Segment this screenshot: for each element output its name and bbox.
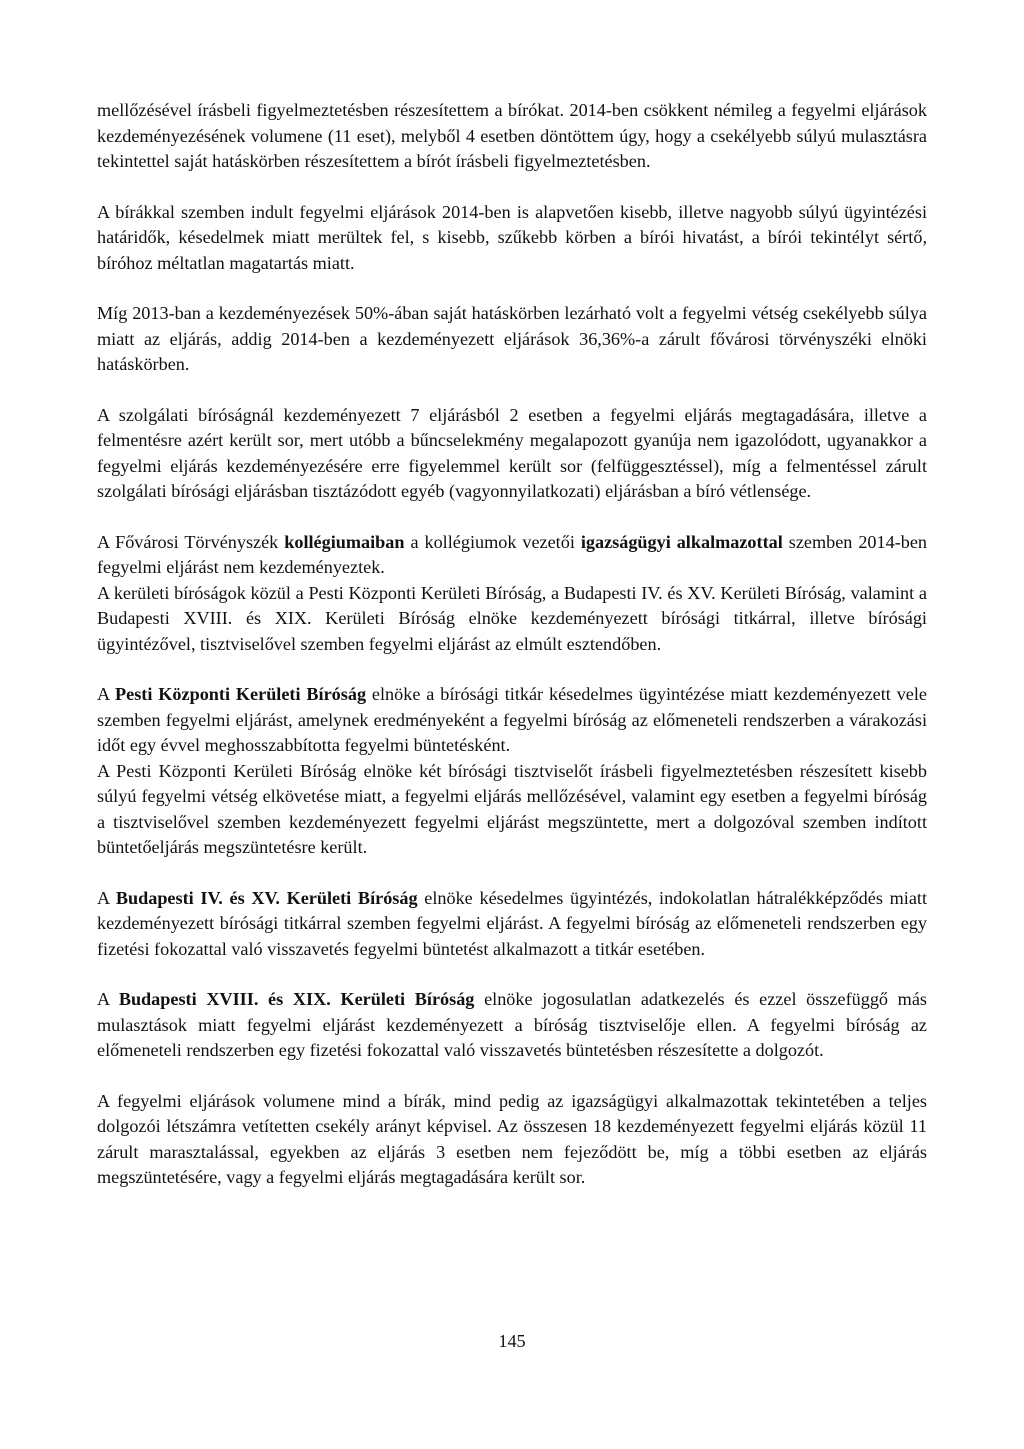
paragraph-7-text-b: elnöke a bírósági titkár késedelmes ügyintézése miatt kezdeményezett vele szemben fegyelmi eljárást, amelynek eredményeként a fegyelmi bíróság az előmeneteli rendszerben a várakozási időt egy évvel meghosszabbította fegyelmi büntetésként.: [97, 684, 928, 755]
paragraph-2: [97, 200, 927, 277]
paragraph-5-text-b: a kollégiumok vezetői: [404, 531, 581, 552]
paragraph-6-text: A kerületi bíróságok közül a Pesti Központi Kerületi Bíróság, a Budapesti IV. és XV. Kerületi Bíróság, valamint a Budapesti XVIII. és XIX. Kerületi Bíróság elnöke kezdeményezett bírósági titkárral, illetve bírósági ügyintézővel, tisztviselővel szemben fegyelmi eljárást az elmúlt esztendőben.: [97, 582, 927, 654]
paragraph-10: [97, 987, 927, 1064]
paragraph-3: [97, 301, 927, 378]
paragraph-1: [97, 98, 927, 175]
paragraph-11-text: A fegyelmi eljárások volumene mind a bírák, mind pedig az igazságügyi alkalmazottak tekintetében a teljes dolgozói létszámra vetítetten csekély arányt képvisel. Az összesen 18 kezdeményezett fegyelmi eljárás közül 11 zárult marasztalással, egyekben az eljárás 3 esetben nem fejeződött be, míg a többi esetben az eljárás megszüntetésére, vagy a fegyelmi eljárás megtagadására került sor.: [97, 1090, 927, 1187]
bold-term-budapesti-iv-xv: Budapesti IV. és XV. Kerületi Bíróság: [115, 887, 418, 908]
paragraph-10-text-a: A: [97, 989, 119, 1009]
paragraph-5-text-a: A Fővárosi Törvényszék: [97, 531, 285, 552]
paragraph-7: [97, 682, 927, 759]
paragraph-6: [97, 581, 927, 658]
paragraph-4-text: A szolgálati bíróságnál kezdeményezett 7 eljárásból 2 esetben a fegyelmi eljárás megtagadására, illetve a felmentésre azért került sor, mert utóbb a bűncselekmény megalapozott gyanúja nem igazolódott, ugyanakkor a fegyelmi eljárás kezdeményezésére erre figyelemmel került sor (felfüggesztéssel), míg a felmentéssel zárult szolgálati bírósági eljárásban tisztázódott egyéb (vagyonnyilatkozati) eljárásban a bíró vétlensége.: [97, 404, 927, 501]
paragraph-3-text: Míg 2013-ban a kezdeményezések 50%-ában saját hatáskörben lezárható volt a fegyelmi vétség csekélyebb súlya miatt az eljárás, addig 2014-ben a kezdeményezett eljárások 36,36%-a zárult fővárosi törvényszéki elnöki hatáskörben.: [97, 303, 927, 374]
bold-term-kollegiumaiban: kollégiumaiban: [284, 531, 405, 552]
bold-term-budapesti-xviii-xix: Budapesti XVIII. és XIX. Kerületi Bíróság: [118, 989, 475, 1009]
paragraph-9: [97, 886, 927, 963]
paragraph-8: [97, 759, 927, 861]
paragraph-1-text: mellőzésével írásbeli figyelmeztetésben részesítettem a bírókat. 2014-ben csökkent némileg a fegyelmi eljárások kezdeményezésének volumene (11 eset), melyből 4 esetben döntöttem úgy, hogy a csekélyebb súlyú mulasztásra tekintettel saját hatáskörben részesítettem a bírót írásbeli figyelmeztetésben.: [97, 100, 927, 171]
paragraph-11: [97, 1089, 927, 1191]
paragraph-4: [97, 403, 927, 505]
paragraph-5: [97, 530, 927, 581]
document-page: [97, 98, 927, 1216]
paragraph-9-text-b: elnöke késedelmes ügyintézés, indokolatlan hátralékképződés miatt kezdeményezett bírósági titkárral szemben fegyelmi eljárást. A fegyelmi bíróság az előmeneteli rendszerben egy fizetési fokozattal való visszavetés fegyelmi büntetést alkalmazott a titkár esetében.: [97, 887, 928, 959]
paragraph-10-text-b: elnöke jogosulatlan adatkezelés és ezzel összefüggő más mulasztások miatt fegyelmi eljárást kezdeményezett a bíróság tisztviselője ellen. A fegyelmi bíróság az előmeneteli rendszerben egy fizetési fokozattal való visszavetés büntetésben részesítette a dolgozót.: [97, 989, 927, 1060]
paragraph-5-text-c: szemben 2014-ben fegyelmi eljárást nem kezdeményeztek.: [97, 531, 928, 577]
paragraph-2-text: A bírákkal szemben indult fegyelmi eljárások 2014-ben is alapvetően kisebb, illetve nagyobb súlyú ügyintézési határidők, késedelmek miatt merültek fel, s kisebb, szűkebb körben a bírói hivatást, a bírói tekintélyt sértő, bíróhoz méltatlan magatartás miatt.: [97, 201, 927, 273]
bold-term-igazsagugyi-alkalmazottal: igazságügyi alkalmazottal: [580, 531, 783, 552]
page-number: 145: [498, 1331, 526, 1351]
paragraph-8-text: A Pesti Központi Kerületi Bíróság elnöke két bírósági tisztviselőt írásbeli figyelmeztetésben részesített kisebb súlyú fegyelmi vétség elkövetése miatt, a fegyelmi eljárás mellőzésével, valamint egy esetben a fegyelmi bíróság a tisztviselővel szemben kezdeményezett fegyelmi eljárást megszüntette, mert a dolgozóval szemben indított büntetőeljárás megszüntetésre került.: [97, 760, 927, 857]
paragraph-7-text-a: A: [97, 684, 116, 704]
bold-term-pesti-kozponti-keruleti-birosag: Pesti Központi Kerületi Bíróság: [115, 684, 367, 704]
paragraph-9-text-a: A: [97, 887, 116, 908]
